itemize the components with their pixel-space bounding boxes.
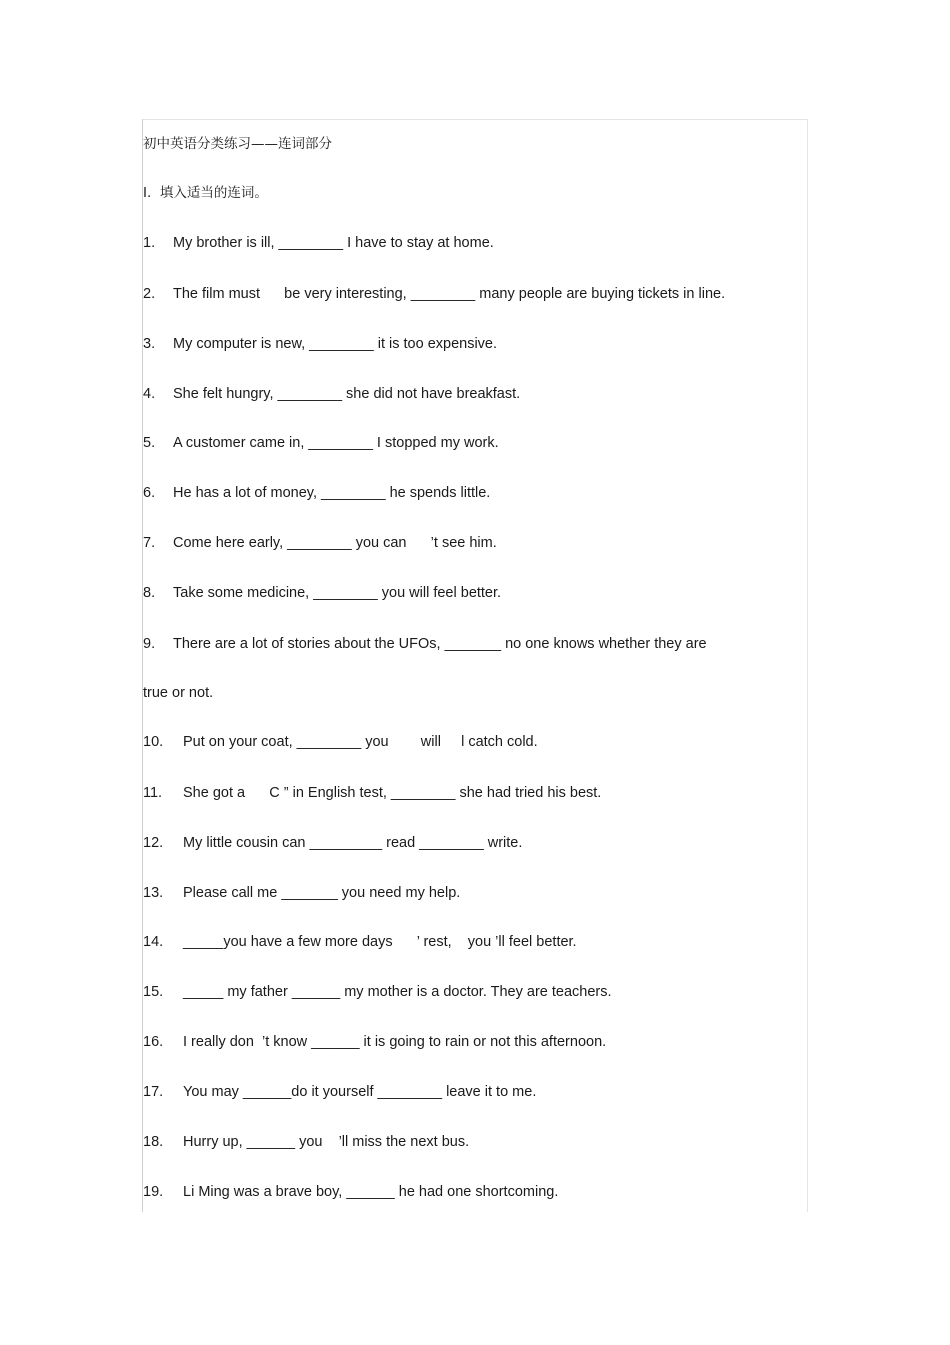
item-number: 2.: [143, 286, 156, 302]
item-text: I really don ’t know ______ it is going to rain or not this afternoon.: [183, 1034, 607, 1050]
item-text: Hurry up, ______ you ’ll miss the next bus.: [183, 1134, 470, 1150]
item-number: 15.: [143, 984, 164, 1000]
item-number: 17.: [143, 1084, 164, 1100]
item-number: 7.: [143, 535, 156, 551]
item-text: She felt hungry, ________ she did not have breakfast.: [173, 386, 521, 402]
item-text: Come here early, ________ you can ’t see him.: [173, 535, 497, 551]
page-title: 初中英语分类练习——连词部分: [143, 136, 332, 152]
exercise-item-11: [143, 784, 601, 802]
exercise-item-14: [143, 933, 577, 951]
item-text: Take some medicine, ________ you will feel better.: [173, 585, 502, 601]
item-number: 10.: [143, 734, 164, 750]
exercise-item-12: [143, 834, 522, 852]
item-number: 1.: [143, 235, 156, 251]
item-text: true or not.: [143, 685, 214, 701]
item-text: A customer came in, ________ I stopped my work.: [173, 435, 499, 451]
item-text: There are a lot of stories about the UFOs, _______ no one knows whether they are: [173, 636, 707, 652]
item-text: You may ______do it yourself ________ leave it to me.: [183, 1084, 537, 1100]
section-heading: I. 填入适当的连词。: [143, 185, 268, 201]
item-number: 9.: [143, 636, 156, 652]
exercise-item-2: [143, 285, 725, 303]
exercise-item-18: [143, 1133, 469, 1151]
item-text: My little cousin can _________ read ________ write.: [183, 835, 523, 851]
item-text: He has a lot of money, ________ he spends little.: [173, 485, 491, 501]
item-text: Put on your coat, ________ you will l catch cold.: [183, 734, 538, 750]
item-number: 19.: [143, 1184, 164, 1200]
item-text: My brother is ill, ________ I have to stay at home.: [173, 235, 494, 251]
exercise-item-1: [143, 234, 494, 252]
item-text: _____you have a few more days ’ rest, you ’ll feel better.: [183, 934, 577, 950]
exercise-item-17: [143, 1083, 536, 1101]
exercise-item-13: [143, 884, 460, 902]
item-text: Please call me _______ you need my help.: [183, 885, 461, 901]
item-text: _____ my father ______ my mother is a doctor. They are teachers.: [183, 984, 612, 1000]
exercise-item-15: [143, 983, 612, 1001]
exercise-item-8: [143, 584, 501, 602]
exercise-item-6: [143, 484, 490, 502]
exercise-item-7: [143, 534, 497, 552]
item-number: 5.: [143, 435, 156, 451]
exercise-item-9-continued: [143, 684, 213, 702]
item-number: 3.: [143, 336, 156, 352]
item-text: My computer is new, ________ it is too expensive.: [173, 336, 498, 352]
item-number: 8.: [143, 585, 156, 601]
item-number: 4.: [143, 386, 156, 402]
exercise-item-16: [143, 1033, 606, 1051]
exercise-item-19: [143, 1183, 558, 1201]
exercise-item-9: [143, 635, 707, 653]
item-number: 11.: [143, 785, 163, 801]
item-text: She got a C ” in English test, ________ she had tried his best.: [183, 785, 602, 801]
exercise-item-3: [143, 335, 497, 353]
item-number: 13.: [143, 885, 164, 901]
item-number: 14.: [143, 934, 164, 950]
item-text: Li Ming was a brave boy, ______ he had one shortcoming.: [183, 1184, 559, 1200]
item-number: 6.: [143, 485, 156, 501]
exercise-item-4: [143, 385, 520, 403]
exercise-item-10: [143, 733, 538, 751]
item-number: 18.: [143, 1134, 164, 1150]
item-number: 16.: [143, 1034, 164, 1050]
exercise-item-5: [143, 434, 499, 452]
item-number: 12.: [143, 835, 164, 851]
item-text: The film must be very interesting, ________ many people are buying tickets in line.: [173, 286, 726, 302]
